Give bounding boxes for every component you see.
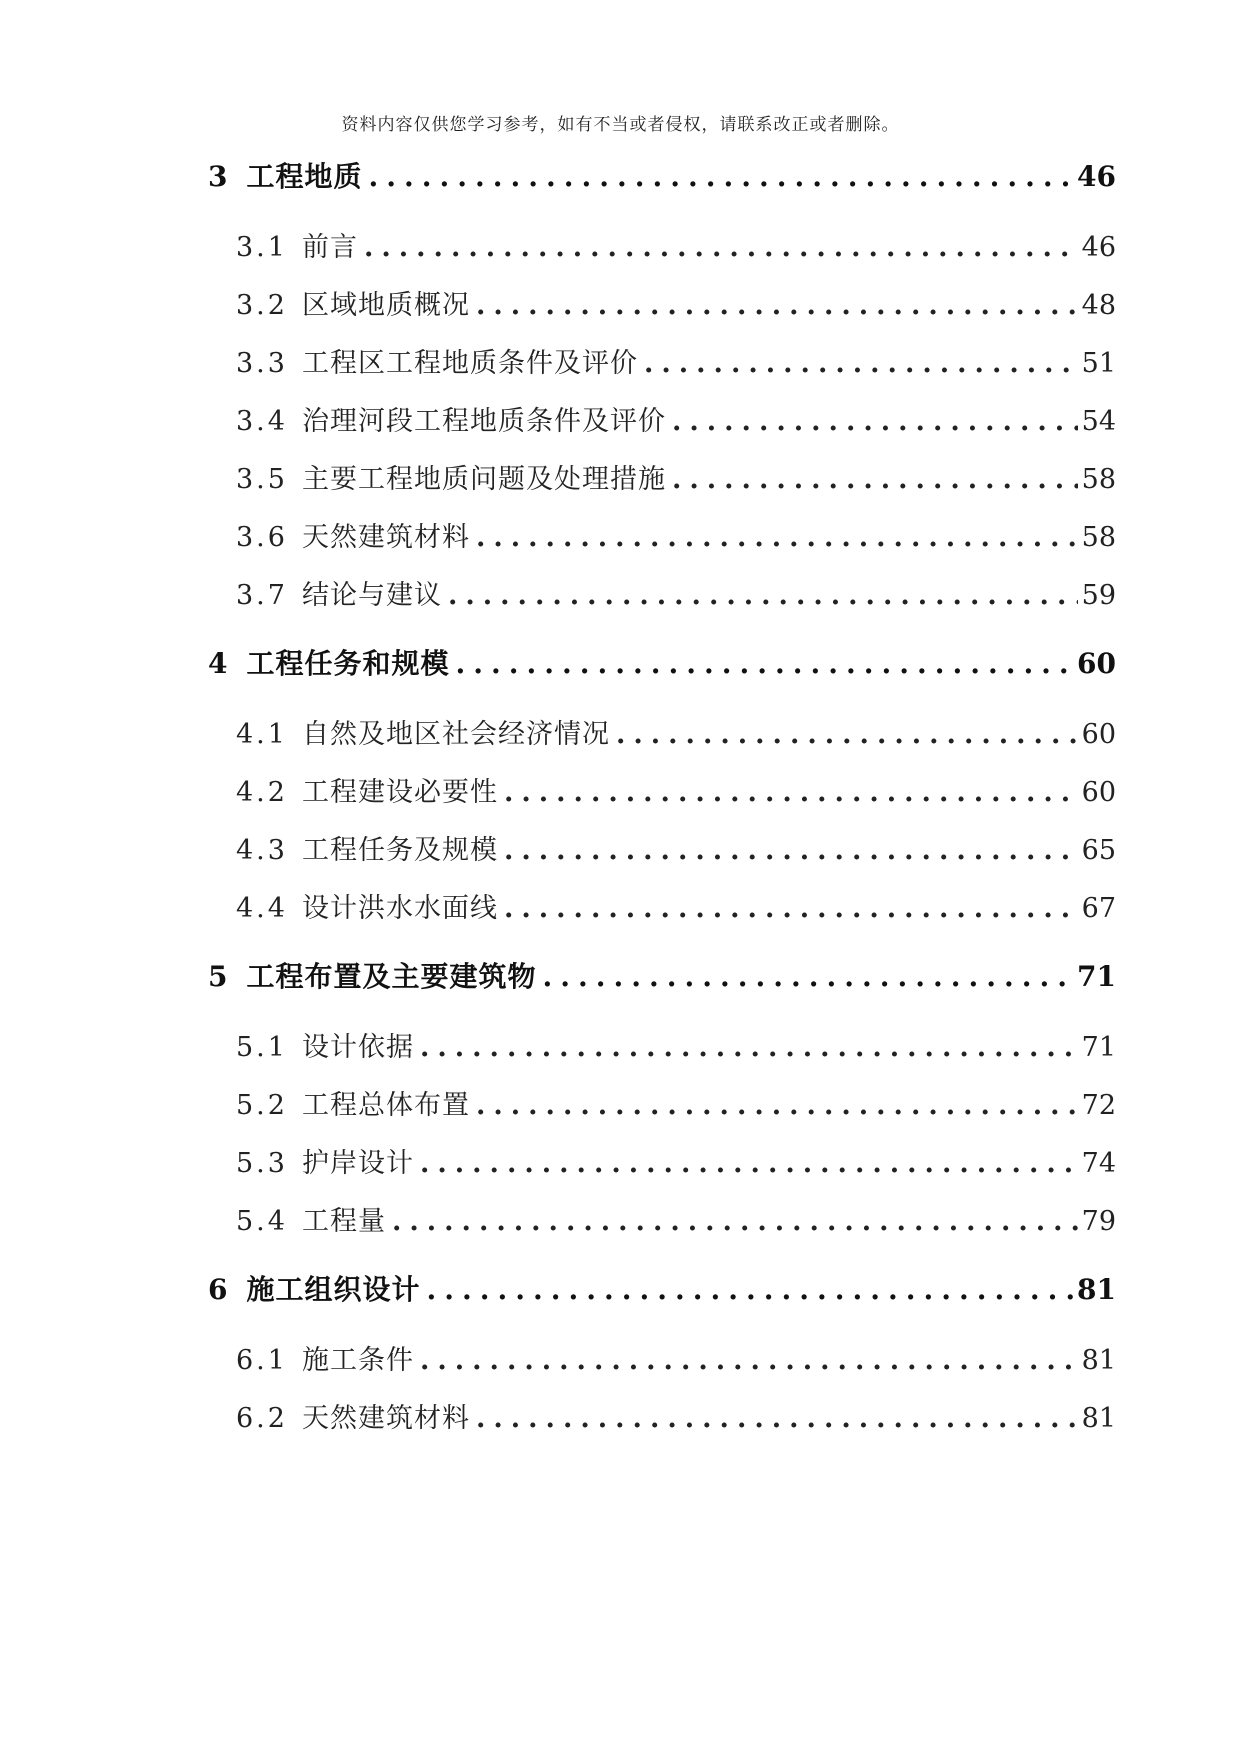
toc-title: 工程任务和规模 — [246, 647, 450, 680]
toc-title: 设计依据 — [301, 1032, 414, 1063]
toc-section-5-3[interactable] — [236, 1141, 1116, 1180]
toc-section-3-4[interactable] — [236, 399, 1116, 438]
toc-page-number: 65 — [1081, 835, 1116, 866]
toc-dot-leader — [616, 719, 1078, 750]
toc-title: 施工组织设计 — [246, 1273, 421, 1306]
toc-page-number: 60 — [1081, 719, 1116, 750]
toc-number: 3.7 — [236, 580, 288, 611]
toc-chapter-3[interactable] — [208, 155, 1116, 195]
toc-title: 工程建设必要性 — [301, 777, 498, 808]
toc-page-number: 71 — [1077, 960, 1116, 993]
toc-number: 5.3 — [236, 1148, 288, 1179]
toc-page-number: 51 — [1081, 348, 1116, 379]
toc-dot-leader — [504, 835, 1078, 866]
toc-dot-leader — [369, 160, 1074, 193]
toc-number: 6.2 — [236, 1403, 288, 1434]
toc-section-6-2[interactable] — [236, 1396, 1116, 1435]
toc-section-3-1[interactable] — [236, 225, 1116, 264]
toc-page-number: 59 — [1081, 580, 1116, 611]
toc-dot-leader — [543, 960, 1074, 993]
toc-number: 3.4 — [236, 406, 288, 437]
toc-title: 工程任务及规模 — [301, 835, 498, 866]
toc-title: 工程量 — [301, 1206, 386, 1237]
toc-title: 主要工程地质问题及处理措施 — [301, 464, 666, 495]
toc-section-3-5[interactable] — [236, 457, 1116, 496]
toc-title: 工程布置及主要建筑物 — [246, 960, 537, 993]
toc-dot-leader — [476, 290, 1078, 321]
toc-section-4-4[interactable] — [236, 886, 1116, 925]
toc-number: 6 — [208, 1273, 231, 1306]
toc-number: 5.1 — [236, 1032, 288, 1063]
toc-page-number: 46 — [1081, 232, 1116, 263]
toc-title: 护岸设计 — [301, 1148, 414, 1179]
toc-dot-leader — [476, 1403, 1078, 1434]
toc-section-5-2[interactable] — [236, 1083, 1116, 1122]
toc-number: 5.4 — [236, 1206, 288, 1237]
toc-chapter-5[interactable] — [208, 955, 1116, 995]
toc-page-number: 72 — [1081, 1090, 1116, 1121]
toc-number: 4.2 — [236, 777, 288, 808]
toc-page-number: 81 — [1077, 1273, 1116, 1306]
toc-number: 3.5 — [236, 464, 288, 495]
toc-section-3-2[interactable] — [236, 283, 1116, 322]
toc-title: 工程区工程地质条件及评价 — [301, 348, 638, 379]
toc-dot-leader — [476, 1090, 1078, 1121]
toc-dot-leader — [392, 1206, 1078, 1237]
toc-page-number: 60 — [1081, 777, 1116, 808]
toc-title: 天然建筑材料 — [301, 1403, 470, 1434]
toc-title: 施工条件 — [301, 1345, 414, 1376]
toc-title: 区域地质概况 — [301, 290, 470, 321]
toc-section-4-3[interactable] — [236, 828, 1116, 867]
toc-page-number: 58 — [1081, 464, 1116, 495]
toc-number: 3.2 — [236, 290, 288, 321]
toc-title: 治理河段工程地质条件及评价 — [301, 406, 666, 437]
toc-page-number: 58 — [1081, 522, 1116, 553]
toc-number: 3.6 — [236, 522, 288, 553]
toc-title: 结论与建议 — [301, 580, 442, 611]
toc-title: 天然建筑材料 — [301, 522, 470, 553]
toc-number: 4.3 — [236, 835, 288, 866]
toc-page-number: 46 — [1077, 160, 1116, 193]
toc-dot-leader — [427, 1273, 1074, 1306]
toc-page-number: 71 — [1081, 1032, 1116, 1063]
toc-number: 3.3 — [236, 348, 288, 379]
toc-page-number: 54 — [1081, 406, 1116, 437]
toc-dot-leader — [504, 893, 1078, 924]
toc-dot-leader — [672, 406, 1078, 437]
toc-number: 5 — [208, 960, 231, 993]
toc-page-number: 81 — [1081, 1345, 1116, 1376]
toc-section-3-6[interactable] — [236, 515, 1116, 554]
toc-title: 工程总体布置 — [301, 1090, 470, 1121]
toc-number: 4.4 — [236, 893, 288, 924]
toc-number: 4.1 — [236, 719, 288, 750]
toc-dot-leader — [364, 232, 1078, 263]
toc-title: 设计洪水水面线 — [301, 893, 498, 924]
toc-title: 前言 — [301, 232, 358, 263]
toc-dot-leader — [504, 777, 1078, 808]
toc-chapter-6[interactable] — [208, 1268, 1116, 1308]
toc-number: 6.1 — [236, 1345, 288, 1376]
toc-chapter-4[interactable] — [208, 642, 1116, 682]
header-disclaimer: 资料内容仅供您学习参考，如有不当或者侵权，请联系改正或者删除。 — [341, 115, 900, 135]
toc-page-number: 60 — [1077, 647, 1116, 680]
toc-number: 4 — [208, 647, 231, 680]
toc-number: 3 — [208, 160, 231, 193]
toc-dot-leader — [420, 1345, 1078, 1376]
toc-dot-leader — [476, 522, 1078, 553]
toc-page-number: 74 — [1081, 1148, 1116, 1179]
toc-dot-leader — [672, 464, 1078, 495]
toc-page-number: 81 — [1081, 1403, 1116, 1434]
toc-dot-leader — [456, 647, 1074, 680]
toc-section-4-2[interactable] — [236, 770, 1116, 809]
toc-section-5-1[interactable] — [236, 1025, 1116, 1064]
toc-section-3-3[interactable] — [236, 341, 1116, 380]
toc-page-number: 79 — [1081, 1206, 1116, 1237]
toc-dot-leader — [644, 348, 1078, 379]
toc-number: 3.1 — [236, 232, 288, 263]
toc-dot-leader — [420, 1148, 1078, 1179]
toc-dot-leader — [420, 1032, 1078, 1063]
toc-dot-leader — [448, 580, 1078, 611]
toc-section-5-4[interactable] — [236, 1199, 1116, 1238]
toc-title: 工程地质 — [246, 160, 363, 193]
toc-page-number: 67 — [1081, 893, 1116, 924]
toc-number: 5.2 — [236, 1090, 288, 1121]
toc-section-4-1[interactable] — [236, 712, 1116, 751]
toc-section-3-7[interactable] — [236, 573, 1116, 612]
toc-title: 自然及地区社会经济情况 — [301, 719, 610, 750]
toc-section-6-1[interactable] — [236, 1338, 1116, 1377]
toc-page-number: 48 — [1081, 290, 1116, 321]
